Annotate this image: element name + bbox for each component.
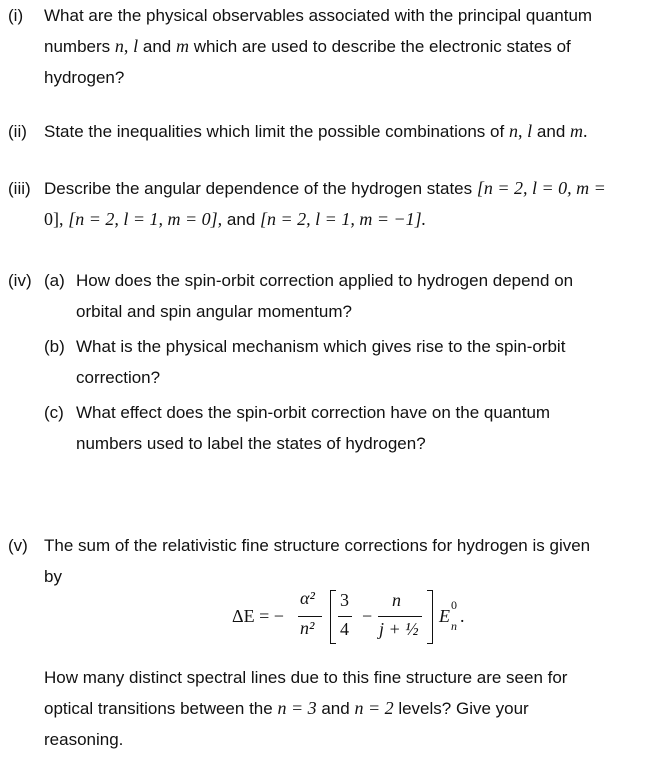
question-2-label: (ii) xyxy=(8,122,27,141)
question-5-line-4: optical transitions between the n = 3 and n = 2 levels? Give your xyxy=(44,698,529,718)
question-5-line-2: by xyxy=(44,567,62,586)
question-4c: (c) What effect does the spin-orbit correction have on the quantum numbers used to label the states of hydrogen? xyxy=(44,403,551,453)
question-5-line-5: reasoning. xyxy=(44,730,124,749)
question-4a: (a) How does the spin-orbit correction applied to hydrogen depend on orbital and spin angular momentum? xyxy=(44,271,574,321)
question-4b: (b) What is the physical mechanism which gives rise to the spin-orbit correction? xyxy=(44,337,566,387)
question-5-line-3: How many distinct spectral lines due to this fine structure are seen for xyxy=(44,668,568,687)
question-1-line-2: numbers n, l and m which are used to describe the electronic states of xyxy=(44,36,571,56)
question-2 xyxy=(8,116,658,147)
fine-structure-equation: ΔE = − α² n² 3 4 − n j + ½ E 0 n . xyxy=(230,588,490,648)
question-3-line-1: Describe the angular dependence of the hydrogen states [n = 2, l = 0, m = xyxy=(44,178,606,198)
question-1-line-1: What are the physical observables associated with the principal quantum xyxy=(44,6,593,25)
question-1-line-3: hydrogen? xyxy=(44,68,125,87)
question-4 xyxy=(8,265,658,459)
question-3-label: (iii) xyxy=(8,179,31,198)
question-1-label: (i) xyxy=(8,6,24,25)
question-5 xyxy=(8,530,658,592)
question-3 xyxy=(8,173,658,235)
question-1 xyxy=(8,0,658,93)
question-5-label: (v) xyxy=(8,536,28,555)
question-3-line-2: 0], [n = 2, l = 1, m = 0], and [n = 2, l = 1, m = −1]. xyxy=(44,209,427,229)
question-2-line-1: State the inequalities which limit the possible combinations of n, l and m. xyxy=(44,121,588,141)
question-4-label: (iv) xyxy=(8,271,32,290)
question-5-line-1: The sum of the relativistic fine structure corrections for hydrogen is given xyxy=(44,536,591,555)
question-5-continued xyxy=(8,662,658,755)
